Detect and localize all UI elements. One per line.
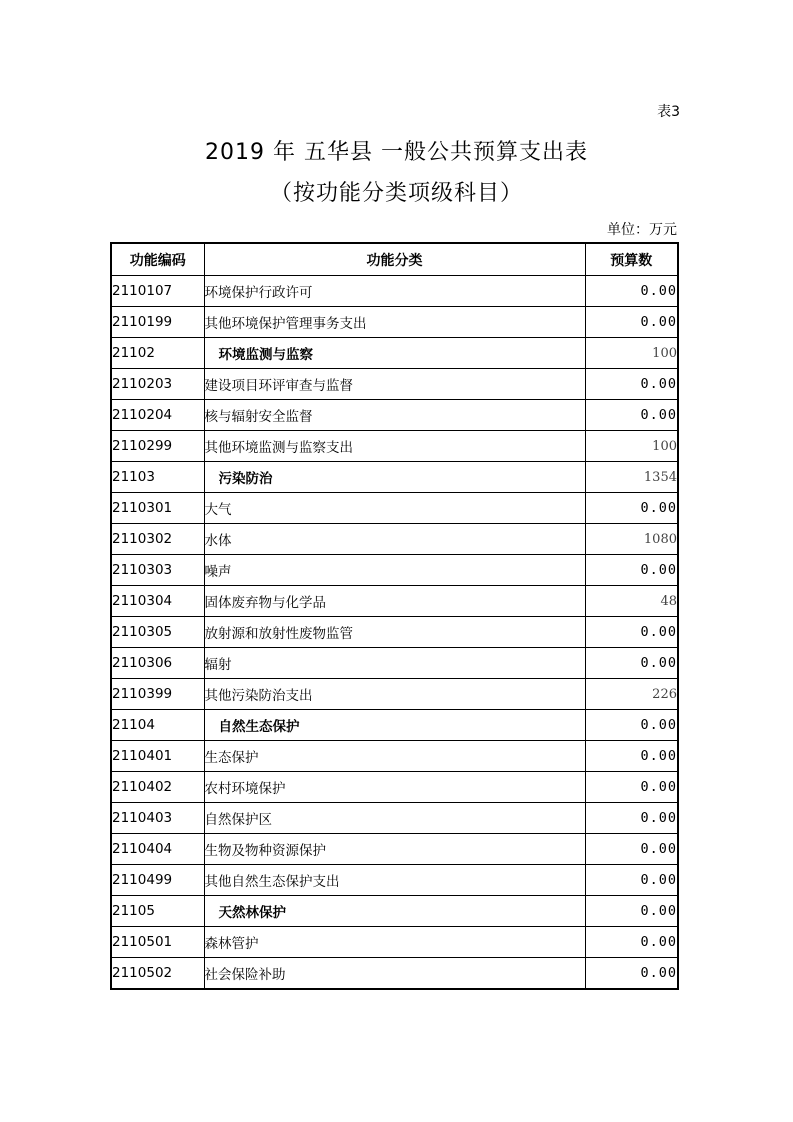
table-row bbox=[111, 586, 678, 617]
function-category: 其他环境保护管理事务支出 bbox=[204, 307, 585, 338]
function-code: 2110404 bbox=[111, 834, 204, 865]
function-category: 农村环境保护 bbox=[204, 772, 585, 803]
function-code: 2110204 bbox=[111, 400, 204, 431]
budget-amount: 0.00 bbox=[585, 710, 678, 741]
unit-label: 单位：万元 bbox=[607, 222, 677, 238]
function-category: 天然林保护 bbox=[204, 896, 585, 927]
function-category: 环境保护行政许可 bbox=[204, 276, 585, 307]
table-row bbox=[111, 276, 678, 307]
budget-amount: 0.00 bbox=[585, 865, 678, 896]
table-row bbox=[111, 710, 678, 741]
table-row bbox=[111, 338, 678, 369]
column-header-category: 功能分类 bbox=[204, 243, 585, 276]
table-row bbox=[111, 617, 678, 648]
budget-amount: 0.00 bbox=[585, 834, 678, 865]
column-header-code: 功能编码 bbox=[111, 243, 204, 276]
table-row bbox=[111, 896, 678, 927]
table-row bbox=[111, 369, 678, 400]
function-code: 2110402 bbox=[111, 772, 204, 803]
function-category: 其他自然生态保护支出 bbox=[204, 865, 585, 896]
budget-amount: 0.00 bbox=[585, 369, 678, 400]
function-code: 21105 bbox=[111, 896, 204, 927]
function-code: 2110401 bbox=[111, 741, 204, 772]
table-row bbox=[111, 865, 678, 896]
function-category: 其他污染防治支出 bbox=[204, 679, 585, 710]
budget-amount: 1354 bbox=[585, 462, 678, 493]
function-category: 放射源和放射性废物监管 bbox=[204, 617, 585, 648]
function-code: 2110199 bbox=[111, 307, 204, 338]
table-label: 表3 bbox=[657, 104, 680, 120]
table-row bbox=[111, 958, 678, 990]
function-code: 21103 bbox=[111, 462, 204, 493]
table-row bbox=[111, 431, 678, 462]
budget-amount: 0.00 bbox=[585, 400, 678, 431]
budget-amount: 0.00 bbox=[585, 772, 678, 803]
function-category: 森林管护 bbox=[204, 927, 585, 958]
page-subtitle: （按功能分类项级科目） bbox=[269, 181, 523, 206]
function-code: 2110403 bbox=[111, 803, 204, 834]
table-row bbox=[111, 927, 678, 958]
function-category: 辐射 bbox=[204, 648, 585, 679]
function-category: 生态保护 bbox=[204, 741, 585, 772]
table-header-row bbox=[111, 243, 678, 276]
budget-amount: 0.00 bbox=[585, 648, 678, 679]
table-row bbox=[111, 555, 678, 586]
page-title: 2019 年 五华县 一般公共预算支出表 bbox=[205, 140, 588, 165]
function-category: 污染防治 bbox=[204, 462, 585, 493]
table-row bbox=[111, 741, 678, 772]
function-code: 2110303 bbox=[111, 555, 204, 586]
function-code: 2110499 bbox=[111, 865, 204, 896]
budget-amount: 0.00 bbox=[585, 276, 678, 307]
table-row bbox=[111, 462, 678, 493]
budget-amount: 100 bbox=[585, 338, 678, 369]
function-code: 2110203 bbox=[111, 369, 204, 400]
function-code: 2110299 bbox=[111, 431, 204, 462]
table-row bbox=[111, 493, 678, 524]
function-category: 建设项目环评审查与监督 bbox=[204, 369, 585, 400]
budget-amount: 0.00 bbox=[585, 307, 678, 338]
budget-amount: 226 bbox=[585, 679, 678, 710]
function-code: 2110501 bbox=[111, 927, 204, 958]
function-category: 其他环境监测与监察支出 bbox=[204, 431, 585, 462]
budget-amount: 0.00 bbox=[585, 958, 678, 990]
function-code: 2110301 bbox=[111, 493, 204, 524]
budget-amount: 0.00 bbox=[585, 896, 678, 927]
table-row bbox=[111, 524, 678, 555]
budget-amount: 0.00 bbox=[585, 741, 678, 772]
function-category: 噪声 bbox=[204, 555, 585, 586]
function-category: 自然生态保护 bbox=[204, 710, 585, 741]
function-code: 21102 bbox=[111, 338, 204, 369]
budget-amount: 0.00 bbox=[585, 927, 678, 958]
function-category: 固体废弃物与化学品 bbox=[204, 586, 585, 617]
function-category: 水体 bbox=[204, 524, 585, 555]
function-category: 自然保护区 bbox=[204, 803, 585, 834]
table-row bbox=[111, 772, 678, 803]
function-category: 社会保险补助 bbox=[204, 958, 585, 990]
function-category: 环境监测与监察 bbox=[204, 338, 585, 369]
table-row bbox=[111, 648, 678, 679]
function-code: 2110304 bbox=[111, 586, 204, 617]
function-code: 21104 bbox=[111, 710, 204, 741]
function-code: 2110107 bbox=[111, 276, 204, 307]
function-category: 核与辐射安全监督 bbox=[204, 400, 585, 431]
budget-amount: 0.00 bbox=[585, 803, 678, 834]
function-code: 2110305 bbox=[111, 617, 204, 648]
budget-amount: 1080 bbox=[585, 524, 678, 555]
table-row bbox=[111, 803, 678, 834]
budget-amount: 100 bbox=[585, 431, 678, 462]
function-code: 2110502 bbox=[111, 958, 204, 990]
function-code: 2110306 bbox=[111, 648, 204, 679]
budget-table bbox=[110, 242, 679, 990]
budget-amount: 0.00 bbox=[585, 617, 678, 648]
table-row bbox=[111, 400, 678, 431]
table-row bbox=[111, 679, 678, 710]
function-code: 2110302 bbox=[111, 524, 204, 555]
table-row bbox=[111, 834, 678, 865]
budget-amount: 0.00 bbox=[585, 493, 678, 524]
budget-amount: 0.00 bbox=[585, 555, 678, 586]
column-header-amount: 预算数 bbox=[585, 243, 678, 276]
function-code: 2110399 bbox=[111, 679, 204, 710]
table-row bbox=[111, 307, 678, 338]
function-category: 大气 bbox=[204, 493, 585, 524]
budget-amount: 48 bbox=[585, 586, 678, 617]
table-body bbox=[111, 276, 678, 990]
function-category: 生物及物种资源保护 bbox=[204, 834, 585, 865]
